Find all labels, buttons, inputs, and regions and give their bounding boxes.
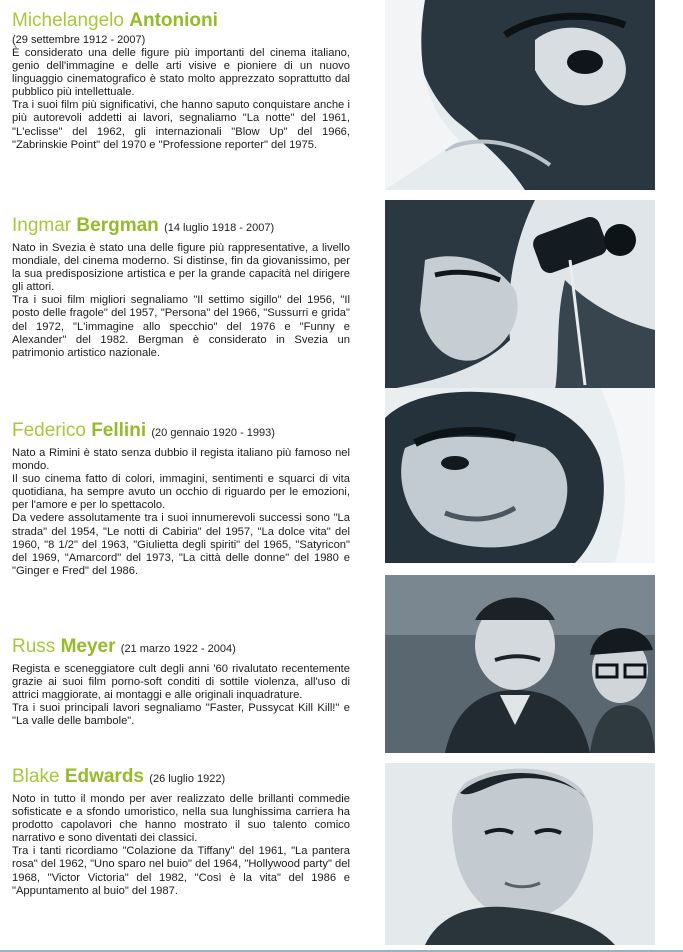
director-first-name: Federico <box>12 420 86 441</box>
director-first-name: Blake <box>12 766 60 787</box>
director-bio <box>12 793 350 898</box>
director-name <box>12 10 350 32</box>
bio-paragraph: Noto in tutto il mondo per aver realizzato delle brillanti commedie sofisticate e a sfondo umoristico, nella sua lunghissima carriera ha prodotto capolavori che hanno mostrato il suo talento comico narrativo e sono diventati dei classici. <box>12 793 350 845</box>
director-bio <box>12 242 350 360</box>
director-entry-antonioni <box>12 10 350 152</box>
director-bio <box>12 47 350 152</box>
director-last-name: Antonioni <box>129 10 218 31</box>
bio-paragraph: Tra i tanti ricordiamo "Colazione da Tiffany" del 1961, "La pantera rosa" del 1962, "Uno sparo nel buio" del 1964, "Hollywood party" del 1968, "Victor Victoria" del 1982, "Così è la vita" del 1986 e "Appuntamento al buio" del 1987. <box>12 845 350 897</box>
director-name <box>12 215 350 239</box>
bio-paragraph: Il suo cinema fatto di colori, immagini, sentimenti e squarci di vita quotidiana, ha sempre avuto un occhio di riguardo per le emozioni, per l'amore e per lo spettacolo. <box>12 473 350 512</box>
director-last-name: Fellini <box>91 420 147 441</box>
photo-antonioni <box>385 0 655 190</box>
director-entry-bergman <box>12 215 350 360</box>
bio-paragraph: Nato a Rimini è stato senza dubbio il regista italiano più famoso nel mondo. <box>12 447 350 473</box>
director-last-name: Bergman <box>76 215 159 236</box>
bio-paragraph: Tra i suoi principali lavori segnaliamo "Faster, Pussycat Kill Kill!" e "La valle delle bambole". <box>12 702 350 728</box>
director-first-name: Ingmar <box>12 215 72 236</box>
photo-bergman <box>385 200 655 390</box>
director-first-name: Michelangelo <box>12 10 124 31</box>
director-last-name: Edwards <box>64 766 145 787</box>
director-dates: (20 gennaio 1920 - 1993) <box>151 427 275 439</box>
director-name <box>12 766 350 790</box>
director-entry-meyer <box>12 636 350 728</box>
director-dates: (26 luglio 1922) <box>149 773 226 785</box>
photo-fellini <box>385 388 655 563</box>
director-name <box>12 636 350 660</box>
photo-edwards <box>385 763 655 945</box>
director-bio <box>12 447 350 578</box>
photo-meyer <box>385 575 655 753</box>
director-entry-edwards <box>12 766 350 898</box>
bio-paragraph: Nato in Svezia è stato una delle figure più rappresentative, a livello mondiale, del cinema moderno. Si distinse, fin da giovanissimo, per la sua predisposizione artistica e per la grande capacità nel dirigere gli attori. <box>12 242 350 294</box>
director-dates: (29 settembre 1912 - 2007) <box>12 34 146 46</box>
bio-paragraph: Tra i suoi film più significativi, che hanno saputo conquistare anche i più autorevoli addetti ai lavori, segnaliamo "La notte" del 1961, "L'eclisse" del 1962, gli internazionali "Blow Up" del 1966, "Zabrinskie Point" del 1970 e "Professione reporter" del 1975. <box>12 99 350 151</box>
director-name <box>12 420 350 444</box>
bio-paragraph: È considerato una delle figure più importanti del cinema italiano, genio dell'immagine e delle arti visive e pioniere di un nuovo linguaggio cinematografico è stato molto apprezzato soprattutto dal pubblico più intellettuale. <box>12 47 350 99</box>
director-last-name: Meyer <box>60 636 116 657</box>
bio-paragraph: Da vedere assolutamente tra i suoi innumerevoli successi sono "La strada" del 1954, "Le notti di Cabiria" del 1957, "La dolce vita" del 1960, "8 1/2" del 1963, "Giulietta degli spiriti" del 1965, "Satyricon" del 1969, "Amarcord" del 1973, "La città delle donne" del 1980 e "Ginger e Fred" del 1986. <box>12 512 350 577</box>
director-dates: (21 marzo 1922 - 2004) <box>120 643 236 655</box>
director-first-name: Russ <box>12 636 56 657</box>
director-entry-fellini <box>12 420 350 578</box>
bio-paragraph: Regista e sceneggiatore cult degli anni '60 rivalutato recentemente grazie ai suoi film porno-soft conditi di sottile violenza, all'uso di attrici maggiorate, ai montaggi e alle originali inquadrature. <box>12 663 350 702</box>
director-dates: (14 luglio 1918 - 2007) <box>164 222 275 234</box>
bio-paragraph: Tra i suoi film migliori segnaliamo "Il settimo sigillo" del 1956, "Il posto delle fragole" del 1957, "Persona" del 1966, "Sussurri e grida" del 1972, "L'immagine allo specchio" del 1976 e "Funny e Alexander" del 1982. Bergman è considerato in Svezia un patrimonio artistico nazionale. <box>12 294 350 359</box>
director-bio <box>12 663 350 728</box>
